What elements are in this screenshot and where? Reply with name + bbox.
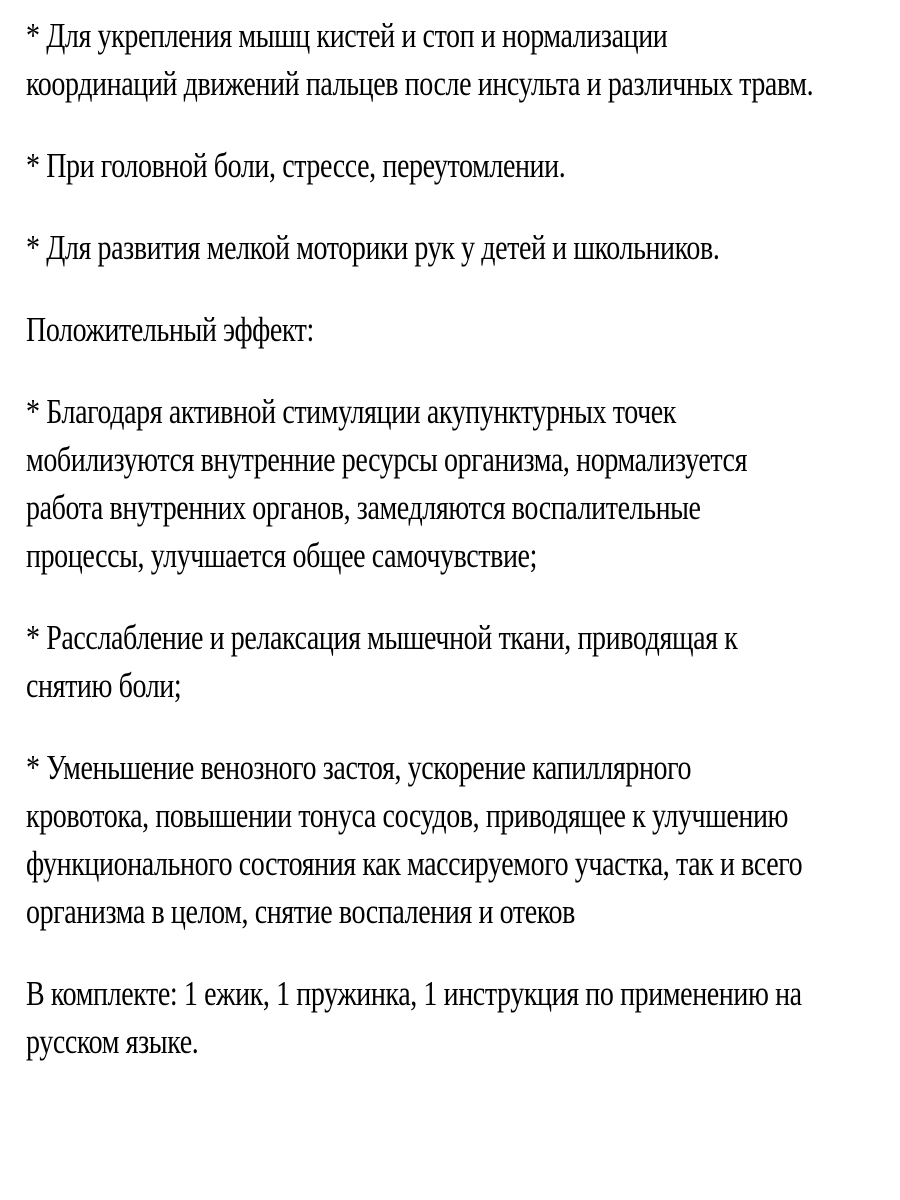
text-line: В комплекте: 1 ежик, 1 пружинка, 1 инструкция по применению на — [26, 974, 802, 1013]
text-line: * Благодаря активной стимуляции акупунктурных точек — [26, 392, 677, 431]
text-line: снятию боли; — [26, 666, 182, 705]
text-line: процессы, улучшается общее самочувствие; — [26, 536, 537, 575]
section-heading-positive-effect — [26, 306, 886, 354]
text-line: * Для укрепления мышц кистей и стоп и нормализации — [26, 16, 668, 55]
paragraph-relaxation — [26, 614, 886, 710]
text-line: функционального состояния как массируемого участка, так и всего — [26, 844, 803, 883]
document-text — [26, 12, 886, 1066]
paragraph-headache — [26, 142, 886, 190]
text-line: * Для развития мелкой моторики рук у детей и школьников. — [26, 228, 720, 267]
document-body — [26, 12, 814, 1066]
text-line: мобилизуются внутренние ресурсы организма, нормализуется — [26, 440, 748, 479]
text-line: работа внутренних органов, замедляются воспалительные — [26, 488, 701, 527]
text-line: * Уменьшение венозного застоя, ускорение капиллярного — [26, 748, 692, 787]
paragraph-gap — [26, 190, 886, 224]
text-line: * Расслабление и релаксация мышечной ткани, приводящая к — [26, 618, 738, 657]
text-line: русском языке. — [26, 1022, 199, 1061]
paragraph-gap — [26, 108, 886, 142]
paragraph-gap — [26, 710, 886, 744]
paragraph-gap — [26, 272, 886, 306]
paragraph-circulation — [26, 744, 886, 936]
paragraph-package-contents — [26, 970, 886, 1066]
text-line: организма в целом, снятие воспаления и отеков — [26, 892, 575, 931]
text-line: Положительный эффект: — [26, 310, 314, 349]
paragraph-motor-skills — [26, 224, 886, 272]
text-line: кровотока, повышении тонуса сосудов, приводящее к улучшению — [26, 796, 789, 835]
paragraph-gap — [26, 354, 886, 388]
paragraph-gap — [26, 936, 886, 970]
paragraph-hands-feet — [26, 12, 886, 108]
paragraph-acupuncture — [26, 388, 886, 580]
paragraph-gap — [26, 580, 886, 614]
text-line: координаций движений пальцев после инсульта и различных травм. — [26, 64, 814, 103]
text-line: * При головной боли, стрессе, переутомлении. — [26, 146, 566, 185]
